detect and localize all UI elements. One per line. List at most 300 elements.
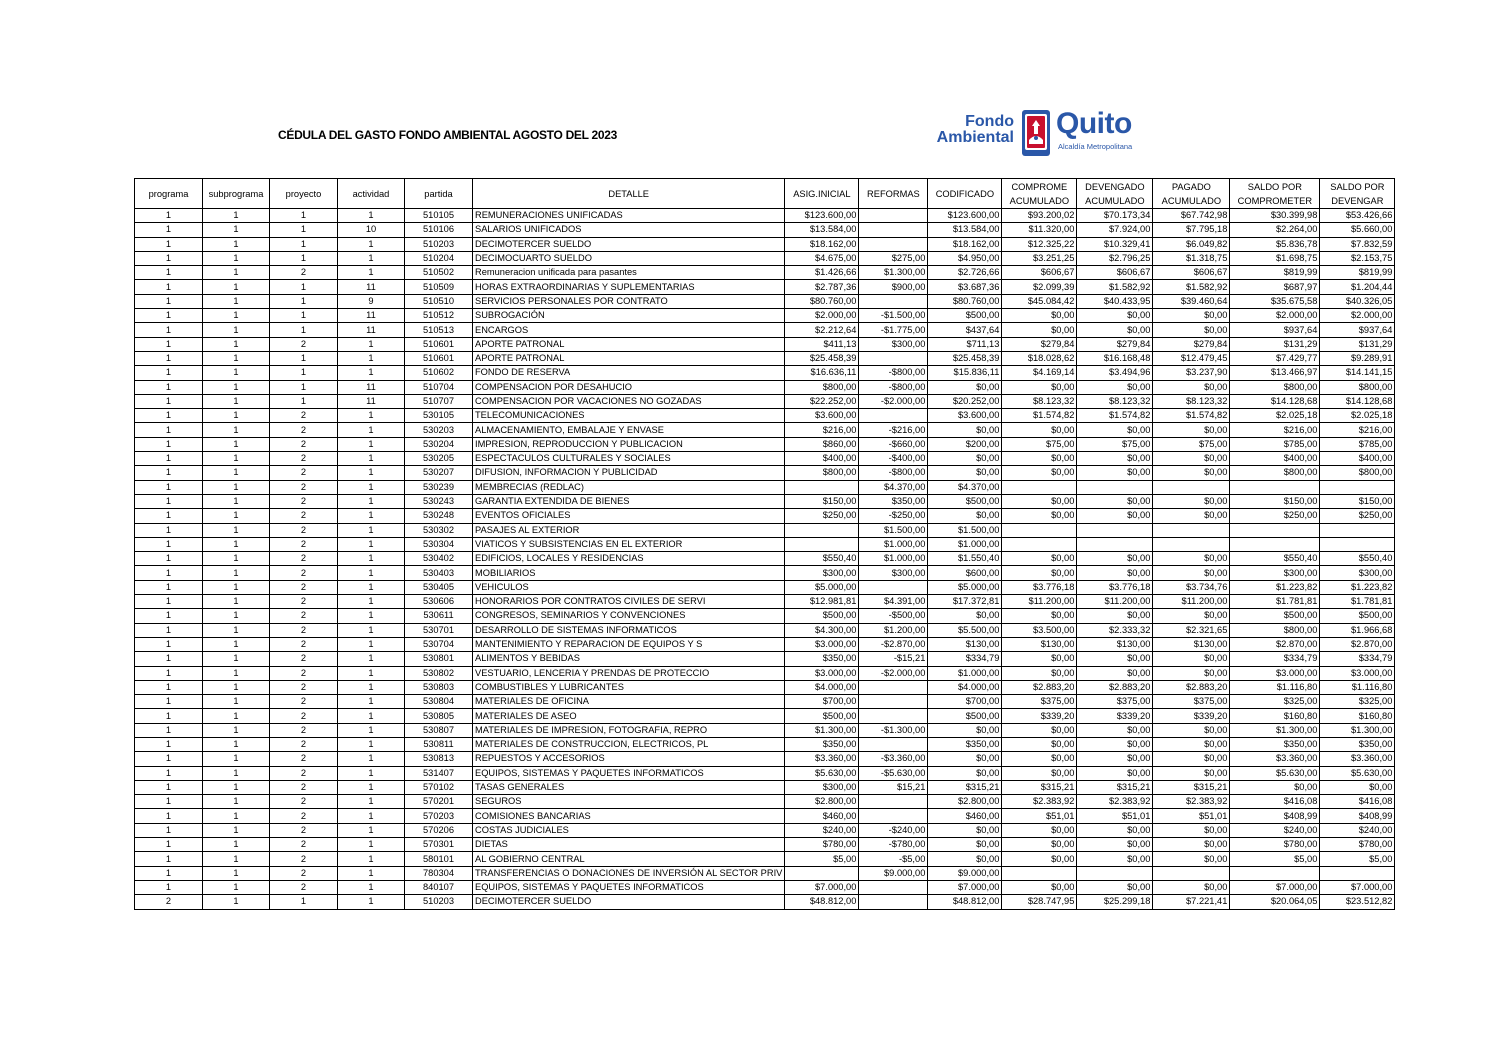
cell-detalle: MATERIALES DE ASEO — [473, 709, 785, 723]
cell-codificado: $0,00 — [928, 509, 1002, 523]
cell-asig-inicial: $22.252,00 — [785, 394, 859, 408]
cell-pagado-acumulado: $0,00 — [1153, 466, 1230, 480]
cell-reformas: -$800,00 — [859, 466, 928, 480]
cell-pagado-acumulado: $0,00 — [1153, 609, 1230, 623]
cell-asig-inicial: $4.300,00 — [785, 623, 859, 637]
table-row — [135, 880, 1395, 894]
cell-saldo-por-comprometer: $30.399,98 — [1230, 209, 1320, 223]
cell-saldo-por-devengar: $3.000,00 — [1320, 666, 1395, 680]
cell-pagado-acumulado: $0,00 — [1153, 452, 1230, 466]
cell-saldo-por-comprometer: $819,99 — [1230, 266, 1320, 280]
cell-actividad: 1 — [338, 637, 405, 651]
logo-brand: Quito — [1056, 107, 1132, 140]
cell-pagado-acumulado: $2.883,20 — [1153, 680, 1230, 694]
cell-pagado-acumulado: $375,00 — [1153, 695, 1230, 709]
cell-saldo-por-comprometer: $5.836,78 — [1230, 237, 1320, 251]
cell-actividad: 1 — [338, 494, 405, 508]
cell-detalle: MATERIALES DE IMPRESION, FOTOGRAFIA, REPRO — [473, 723, 785, 737]
cell-programa: 1 — [135, 394, 203, 408]
cell-proyecto: 2 — [270, 723, 338, 737]
cell-actividad: 1 — [338, 795, 405, 809]
cell-comprome-acumulado: $18.028,62 — [1002, 351, 1077, 365]
cell-asig-inicial: $500,00 — [785, 609, 859, 623]
table-row — [135, 566, 1395, 580]
cell-saldo-por-devengar: $408,99 — [1320, 809, 1395, 823]
budget-table — [134, 178, 1395, 910]
cell-pagado-acumulado: $0,00 — [1153, 752, 1230, 766]
cell-codificado: $80.760,00 — [928, 294, 1002, 308]
cell-partida: 530801 — [405, 652, 473, 666]
cell-subprograma: 1 — [203, 209, 270, 223]
cell-asig-inicial — [785, 537, 859, 551]
cell-comprome-acumulado: $8.123,32 — [1002, 394, 1077, 408]
cell-reformas — [859, 409, 928, 423]
cell-comprome-acumulado: $0,00 — [1002, 823, 1077, 837]
cell-proyecto: 2 — [270, 609, 338, 623]
cell-asig-inicial: $2.787,36 — [785, 280, 859, 294]
cell-pagado-acumulado — [1153, 866, 1230, 880]
cell-comprome-acumulado: $0,00 — [1002, 309, 1077, 323]
cell-comprome-acumulado: $315,21 — [1002, 780, 1077, 794]
cell-pagado-acumulado: $0,00 — [1153, 852, 1230, 866]
cell-codificado: $0,00 — [928, 852, 1002, 866]
cell-detalle: EVENTOS OFICIALES — [473, 509, 785, 523]
cell-proyecto: 2 — [270, 852, 338, 866]
cell-comprome-acumulado: $0,00 — [1002, 423, 1077, 437]
cell-subprograma: 1 — [203, 423, 270, 437]
cell-pagado-acumulado: $1.318,75 — [1153, 251, 1230, 265]
cell-detalle: TELECOMUNICACIONES — [473, 409, 785, 423]
cell-detalle: EDIFICIOS, LOCALES Y RESIDENCIAS — [473, 552, 785, 566]
cell-actividad: 1 — [338, 809, 405, 823]
cell-devengado-acumulado: $0,00 — [1077, 652, 1153, 666]
table-row — [135, 294, 1395, 308]
cell-reformas: -$216,00 — [859, 423, 928, 437]
cell-saldo-por-comprometer: $5.630,00 — [1230, 766, 1320, 780]
header-pagado-acumulado: PAGADO ACUMULADO — [1153, 179, 1230, 209]
cell-devengado-acumulado — [1077, 480, 1153, 494]
cell-programa: 1 — [135, 266, 203, 280]
quito-seal-icon — [1022, 110, 1050, 156]
cell-partida: 570206 — [405, 823, 473, 837]
cell-reformas: -$15,21 — [859, 652, 928, 666]
cell-programa: 1 — [135, 409, 203, 423]
cell-actividad: 1 — [338, 595, 405, 609]
cell-comprome-acumulado: $0,00 — [1002, 652, 1077, 666]
table-row — [135, 709, 1395, 723]
cell-comprome-acumulado: $93.200,02 — [1002, 209, 1077, 223]
cell-reformas: -$1.300,00 — [859, 723, 928, 737]
cell-proyecto: 1 — [270, 209, 338, 223]
cell-saldo-por-devengar: $40.326,05 — [1320, 294, 1395, 308]
cell-reformas — [859, 209, 928, 223]
logo-text — [922, 114, 1014, 146]
cell-asig-inicial: $5,00 — [785, 852, 859, 866]
cell-detalle: AL GOBIERNO CENTRAL — [473, 852, 785, 866]
cell-subprograma: 1 — [203, 680, 270, 694]
cell-pagado-acumulado: $0,00 — [1153, 494, 1230, 508]
cell-subprograma: 1 — [203, 237, 270, 251]
cell-devengado-acumulado: $2.383,92 — [1077, 795, 1153, 809]
cell-saldo-por-comprometer: $350,00 — [1230, 737, 1320, 751]
cell-saldo-por-comprometer: $3.000,00 — [1230, 666, 1320, 680]
cell-proyecto: 1 — [270, 294, 338, 308]
cell-saldo-por-devengar: $160,80 — [1320, 709, 1395, 723]
cell-codificado: $15.836,11 — [928, 366, 1002, 380]
cell-subprograma: 1 — [203, 251, 270, 265]
cell-actividad: 1 — [338, 566, 405, 580]
cell-actividad: 1 — [338, 823, 405, 837]
cell-subprograma: 1 — [203, 523, 270, 537]
cell-partida: 531407 — [405, 766, 473, 780]
cell-actividad: 11 — [338, 323, 405, 337]
table-row — [135, 423, 1395, 437]
cell-programa: 1 — [135, 709, 203, 723]
cell-actividad: 1 — [338, 580, 405, 594]
cell-comprome-acumulado: $75,00 — [1002, 437, 1077, 451]
cell-detalle: ESPECTACULOS CULTURALES Y SOCIALES — [473, 452, 785, 466]
cell-saldo-por-devengar: $14.128,68 — [1320, 394, 1395, 408]
cell-saldo-por-comprometer: $1.698,75 — [1230, 251, 1320, 265]
cell-comprome-acumulado: $0,00 — [1002, 766, 1077, 780]
cell-partida: 510509 — [405, 280, 473, 294]
cell-saldo-por-devengar: $240,00 — [1320, 823, 1395, 837]
cell-saldo-por-devengar: $416,08 — [1320, 795, 1395, 809]
cell-subprograma: 1 — [203, 466, 270, 480]
cell-devengado-acumulado: $0,00 — [1077, 452, 1153, 466]
cell-proyecto: 2 — [270, 766, 338, 780]
cell-pagado-acumulado: $0,00 — [1153, 423, 1230, 437]
cell-asig-inicial: $800,00 — [785, 466, 859, 480]
cell-pagado-acumulado: $3.237,90 — [1153, 366, 1230, 380]
table-row — [135, 366, 1395, 380]
cell-asig-inicial: $48.812,00 — [785, 895, 859, 909]
cell-saldo-por-devengar: $550,40 — [1320, 552, 1395, 566]
cell-programa: 1 — [135, 838, 203, 852]
cell-actividad: 1 — [338, 437, 405, 451]
cell-proyecto: 2 — [270, 838, 338, 852]
cell-programa: 1 — [135, 609, 203, 623]
cell-pagado-acumulado: $279,84 — [1153, 337, 1230, 351]
cell-pagado-acumulado: $0,00 — [1153, 880, 1230, 894]
cell-codificado: $4.950,00 — [928, 251, 1002, 265]
cell-proyecto: 1 — [270, 323, 338, 337]
logo-line1: Fondo — [965, 113, 1014, 130]
cell-detalle: FONDO DE RESERVA — [473, 366, 785, 380]
cell-proyecto: 2 — [270, 266, 338, 280]
cell-programa: 1 — [135, 209, 203, 223]
cell-saldo-por-comprometer — [1230, 480, 1320, 494]
cell-devengado-acumulado: $25.299,18 — [1077, 895, 1153, 909]
header-saldo-por-devengar: SALDO POR DEVENGAR — [1320, 179, 1395, 209]
cell-saldo-por-comprometer: $3.360,00 — [1230, 752, 1320, 766]
cell-codificado: $2.800,00 — [928, 795, 1002, 809]
cell-actividad: 1 — [338, 337, 405, 351]
cell-devengado-acumulado: $11.200,00 — [1077, 595, 1153, 609]
cell-saldo-por-comprometer: $14.128,68 — [1230, 394, 1320, 408]
cell-codificado: $130,00 — [928, 637, 1002, 651]
cell-asig-inicial — [785, 523, 859, 537]
cell-saldo-por-comprometer: $35.675,58 — [1230, 294, 1320, 308]
cell-comprome-acumulado: $3.500,00 — [1002, 623, 1077, 637]
cell-asig-inicial: $5.000,00 — [785, 580, 859, 594]
cell-subprograma: 1 — [203, 795, 270, 809]
cell-subprograma: 1 — [203, 580, 270, 594]
cell-actividad: 1 — [338, 480, 405, 494]
cell-saldo-por-comprometer: $5,00 — [1230, 852, 1320, 866]
cell-partida: 570201 — [405, 795, 473, 809]
cell-saldo-por-comprometer — [1230, 866, 1320, 880]
cell-asig-inicial: $2.800,00 — [785, 795, 859, 809]
cell-actividad: 1 — [338, 838, 405, 852]
cell-actividad: 1 — [338, 537, 405, 551]
cell-saldo-por-devengar: $9.289,91 — [1320, 351, 1395, 365]
cell-subprograma: 1 — [203, 723, 270, 737]
cell-programa: 1 — [135, 752, 203, 766]
cell-partida: 510707 — [405, 394, 473, 408]
cell-reformas — [859, 294, 928, 308]
cell-programa: 1 — [135, 337, 203, 351]
cell-subprograma: 1 — [203, 280, 270, 294]
cell-actividad: 11 — [338, 309, 405, 323]
cell-codificado: $1.000,00 — [928, 537, 1002, 551]
cell-asig-inicial: $300,00 — [785, 780, 859, 794]
cell-pagado-acumulado: $0,00 — [1153, 309, 1230, 323]
cell-reformas: $1.500,00 — [859, 523, 928, 537]
table-row — [135, 838, 1395, 852]
table-row — [135, 595, 1395, 609]
cell-programa: 1 — [135, 351, 203, 365]
cell-codificado: $315,21 — [928, 780, 1002, 794]
cell-subprograma: 1 — [203, 823, 270, 837]
cell-reformas: -$500,00 — [859, 609, 928, 623]
cell-partida: 530805 — [405, 709, 473, 723]
cell-codificado: $3.600,00 — [928, 409, 1002, 423]
cell-partida: 530239 — [405, 480, 473, 494]
cell-comprome-acumulado: $4.169,14 — [1002, 366, 1077, 380]
cell-detalle: TRANSFERENCIAS O DONACIONES DE INVERSIÓN AL SECTOR PRIV — [473, 866, 785, 880]
cell-comprome-acumulado: $0,00 — [1002, 509, 1077, 523]
cell-comprome-acumulado: $0,00 — [1002, 737, 1077, 751]
cell-comprome-acumulado — [1002, 523, 1077, 537]
cell-subprograma: 1 — [203, 866, 270, 880]
cell-partida: 510203 — [405, 895, 473, 909]
cell-saldo-por-comprometer: $1.116,80 — [1230, 680, 1320, 694]
cell-comprome-acumulado: $11.200,00 — [1002, 595, 1077, 609]
cell-proyecto: 2 — [270, 637, 338, 651]
cell-programa: 1 — [135, 737, 203, 751]
cell-programa: 1 — [135, 823, 203, 837]
cell-reformas: -$780,00 — [859, 838, 928, 852]
cell-subprograma: 1 — [203, 752, 270, 766]
table-row — [135, 652, 1395, 666]
cell-comprome-acumulado: $0,00 — [1002, 838, 1077, 852]
cell-partida: 580101 — [405, 852, 473, 866]
cell-proyecto: 1 — [270, 251, 338, 265]
table-row — [135, 509, 1395, 523]
cell-pagado-acumulado: $1.582,92 — [1153, 280, 1230, 294]
cell-pagado-acumulado: $67.742,98 — [1153, 209, 1230, 223]
cell-proyecto: 2 — [270, 695, 338, 709]
cell-proyecto: 2 — [270, 680, 338, 694]
cell-proyecto: 2 — [270, 409, 338, 423]
cell-saldo-por-devengar: $5.660,00 — [1320, 223, 1395, 237]
cell-reformas: $900,00 — [859, 280, 928, 294]
cell-saldo-por-comprometer: $2.870,00 — [1230, 637, 1320, 651]
cell-codificado: $13.584,00 — [928, 223, 1002, 237]
cell-devengado-acumulado: $130,00 — [1077, 637, 1153, 651]
table-header-row — [135, 179, 1395, 209]
cell-saldo-por-comprometer: $250,00 — [1230, 509, 1320, 523]
cell-reformas: $350,00 — [859, 494, 928, 508]
cell-saldo-por-comprometer: $2.025,18 — [1230, 409, 1320, 423]
cell-asig-inicial: $12.981,81 — [785, 595, 859, 609]
cell-saldo-por-devengar: $819,99 — [1320, 266, 1395, 280]
cell-programa: 1 — [135, 580, 203, 594]
cell-programa: 1 — [135, 223, 203, 237]
cell-comprome-acumulado: $11.320,00 — [1002, 223, 1077, 237]
cell-programa: 1 — [135, 795, 203, 809]
cell-detalle: COMPENSACION POR VACACIONES NO GOZADAS — [473, 394, 785, 408]
cell-codificado: $0,00 — [928, 609, 1002, 623]
cell-devengado-acumulado: $0,00 — [1077, 566, 1153, 580]
cell-devengado-acumulado: $0,00 — [1077, 609, 1153, 623]
cell-proyecto: 2 — [270, 652, 338, 666]
header-devengado-acumulado: DEVENGADO ACUMULADO — [1077, 179, 1153, 209]
cell-detalle: MEMBRECIAS (REDLAC) — [473, 480, 785, 494]
cell-saldo-por-devengar: $2.000,00 — [1320, 309, 1395, 323]
cell-actividad: 1 — [338, 509, 405, 523]
cell-detalle: VIATICOS Y SUBSISTENCIAS EN EL EXTERIOR — [473, 537, 785, 551]
cell-partida: 840107 — [405, 880, 473, 894]
cell-actividad: 9 — [338, 294, 405, 308]
cell-reformas: $275,00 — [859, 251, 928, 265]
cell-pagado-acumulado: $39.460,64 — [1153, 294, 1230, 308]
cell-subprograma: 1 — [203, 294, 270, 308]
cell-comprome-acumulado: $0,00 — [1002, 452, 1077, 466]
cell-saldo-por-comprometer: $240,00 — [1230, 823, 1320, 837]
cell-proyecto: 1 — [270, 380, 338, 394]
cell-devengado-acumulado: $40.433,95 — [1077, 294, 1153, 308]
cell-actividad: 1 — [338, 695, 405, 709]
cell-programa: 1 — [135, 623, 203, 637]
cell-detalle: ALIMENTOS Y BEBIDAS — [473, 652, 785, 666]
cell-codificado: $711,13 — [928, 337, 1002, 351]
cell-saldo-por-comprometer: $937,64 — [1230, 323, 1320, 337]
table-row — [135, 351, 1395, 365]
cell-codificado: $2.726,66 — [928, 266, 1002, 280]
cell-comprome-acumulado: $3.251,25 — [1002, 251, 1077, 265]
cell-reformas: -$250,00 — [859, 509, 928, 523]
cell-saldo-por-devengar: $7.832,59 — [1320, 237, 1395, 251]
cell-asig-inicial — [785, 480, 859, 494]
cell-asig-inicial: $1.426,66 — [785, 266, 859, 280]
cell-devengado-acumulado: $1.582,92 — [1077, 280, 1153, 294]
cell-partida: 570102 — [405, 780, 473, 794]
cell-saldo-por-devengar: $300,00 — [1320, 566, 1395, 580]
cell-partida: 530807 — [405, 723, 473, 737]
cell-actividad: 1 — [338, 266, 405, 280]
cell-asig-inicial: $800,00 — [785, 380, 859, 394]
cell-saldo-por-comprometer: $800,00 — [1230, 380, 1320, 394]
cell-asig-inicial: $4.000,00 — [785, 680, 859, 694]
cell-saldo-por-devengar: $325,00 — [1320, 695, 1395, 709]
cell-proyecto: 2 — [270, 480, 338, 494]
cell-codificado: $25.458,39 — [928, 351, 1002, 365]
cell-codificado: $0,00 — [928, 380, 1002, 394]
cell-detalle: EQUIPOS, SISTEMAS Y PAQUETES INFORMATICOS — [473, 880, 785, 894]
cell-asig-inicial: $3.000,00 — [785, 637, 859, 651]
cell-saldo-por-devengar: $400,00 — [1320, 452, 1395, 466]
cell-programa: 1 — [135, 309, 203, 323]
cell-proyecto: 1 — [270, 394, 338, 408]
cell-programa: 1 — [135, 380, 203, 394]
cell-asig-inicial: $123.600,00 — [785, 209, 859, 223]
cell-devengado-acumulado: $0,00 — [1077, 666, 1153, 680]
cell-subprograma: 1 — [203, 409, 270, 423]
cell-codificado: $0,00 — [928, 766, 1002, 780]
cell-codificado: $0,00 — [928, 752, 1002, 766]
cell-programa: 1 — [135, 480, 203, 494]
cell-detalle: PASAJES AL EXTERIOR — [473, 523, 785, 537]
cell-pagado-acumulado: $1.574,82 — [1153, 409, 1230, 423]
cell-actividad: 1 — [338, 752, 405, 766]
cell-saldo-por-comprometer: $20.064,05 — [1230, 895, 1320, 909]
cell-codificado: $200,00 — [928, 437, 1002, 451]
cell-partida: 530243 — [405, 494, 473, 508]
cell-partida: 510502 — [405, 266, 473, 280]
cell-reformas — [859, 680, 928, 694]
cell-actividad: 10 — [338, 223, 405, 237]
cell-subprograma: 1 — [203, 552, 270, 566]
cell-codificado: $350,00 — [928, 737, 1002, 751]
cell-devengado-acumulado: $0,00 — [1077, 494, 1153, 508]
cell-actividad: 1 — [338, 666, 405, 680]
cell-actividad: 11 — [338, 380, 405, 394]
cell-reformas — [859, 895, 928, 909]
cell-partida: 530811 — [405, 737, 473, 751]
cell-reformas: -$5,00 — [859, 852, 928, 866]
cell-partida: 510105 — [405, 209, 473, 223]
cell-asig-inicial: $250,00 — [785, 509, 859, 523]
cell-actividad: 11 — [338, 394, 405, 408]
cell-reformas: -$2.000,00 — [859, 666, 928, 680]
cell-saldo-por-comprometer: $408,99 — [1230, 809, 1320, 823]
cell-partida: 510106 — [405, 223, 473, 237]
cell-codificado: $18.162,00 — [928, 237, 1002, 251]
cell-pagado-acumulado — [1153, 523, 1230, 537]
table-row — [135, 452, 1395, 466]
cell-actividad: 1 — [338, 880, 405, 894]
cell-comprome-acumulado: $0,00 — [1002, 323, 1077, 337]
cell-detalle: COMPENSACION POR DESAHUCIO — [473, 380, 785, 394]
cell-subprograma: 1 — [203, 380, 270, 394]
cell-programa: 1 — [135, 652, 203, 666]
table-row — [135, 380, 1395, 394]
cell-reformas: -$800,00 — [859, 380, 928, 394]
cell-pagado-acumulado: $6.049,82 — [1153, 237, 1230, 251]
cell-saldo-por-devengar — [1320, 480, 1395, 494]
cell-comprome-acumulado: $12.325,22 — [1002, 237, 1077, 251]
cell-saldo-por-devengar: $23.512,82 — [1320, 895, 1395, 909]
header-reformas: REFORMAS — [859, 179, 928, 209]
cell-reformas: -$400,00 — [859, 452, 928, 466]
cell-devengado-acumulado: $51,01 — [1077, 809, 1153, 823]
cell-saldo-por-comprometer: $500,00 — [1230, 609, 1320, 623]
cell-devengado-acumulado: $0,00 — [1077, 766, 1153, 780]
cell-comprome-acumulado: $0,00 — [1002, 566, 1077, 580]
cell-devengado-acumulado: $3.776,18 — [1077, 580, 1153, 594]
